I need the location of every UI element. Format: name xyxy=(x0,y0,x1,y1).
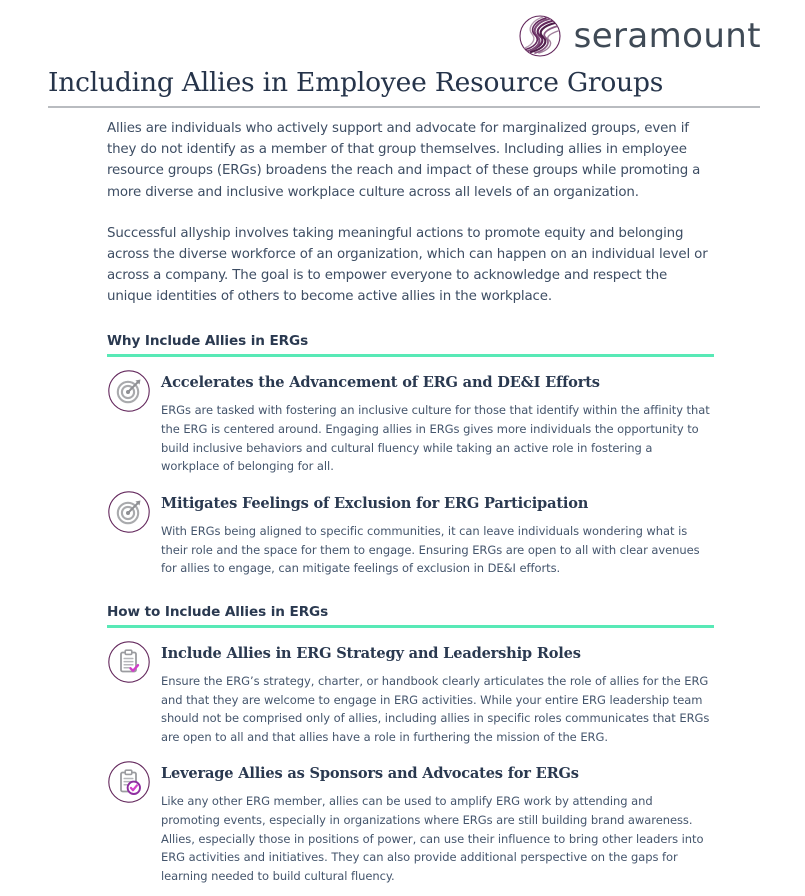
intro-paragraph-1: Allies are individuals who actively support and advocate for marginalized groups, even if they do not identify as a member of that group themselves. Including allies in employee resource groups (ERGs) broadens the reach and impact of these groups while promoting a more diverse and inclusive workplace culture across all levels of an organization. xyxy=(107,121,701,200)
section-accent-rule xyxy=(107,625,714,628)
section-accent-rule xyxy=(107,354,714,357)
intro-paragraph-2: Successful allyship involves taking meaningful actions to promote equity and belonging across the diverse workforce of an organization, which can happen on an individual level or across a company. The goal is to empower everyone to acknowledge and respect the unique identities of others to become active allies in the workplace. xyxy=(107,225,708,305)
section-heading: Why Include Allies in ERGs xyxy=(107,333,309,350)
item-title: Mitigates Feelings of Exclusion for ERG Participation xyxy=(161,494,589,512)
target-arrow-icon xyxy=(107,369,151,413)
item-text: With ERGs being aligned to specific communities, it can leave individuals wondering what is their role and the space for them to engage. Ensuring ERGs are open to all with clear avenues for allies to engage, can mitigate feelings of exclusion in DE&I efforts. xyxy=(161,523,700,576)
item-title: Leverage Allies as Sponsors and Advocates for ERGs xyxy=(161,765,579,783)
section-why-include-allies xyxy=(107,333,714,577)
document-body xyxy=(107,118,714,896)
item-text: ERGs are tasked with fostering an inclusive culture for those that identify within the affinity that the ERG is centered around. Engaging allies in ERGs gives more individuals the opportunity to build inclusive behaviors and cultural fluency while taking an active role in fostering a workplace of belonging for all. xyxy=(161,403,710,474)
item-title: Accelerates the Advancement of ERG and DE&I Efforts xyxy=(161,374,600,392)
title-block xyxy=(48,68,760,108)
list-item xyxy=(107,494,714,578)
page-title: Including Allies in Employee Resource Groups xyxy=(48,67,664,98)
brand-wordmark: seramount xyxy=(573,16,761,56)
list-item xyxy=(107,644,714,747)
list-item xyxy=(107,373,714,476)
seramount-swirl-logo-icon xyxy=(518,14,562,58)
title-divider xyxy=(48,106,760,108)
brand-logo xyxy=(518,14,761,58)
target-arrow-icon xyxy=(107,490,151,534)
item-text: Like any other ERG member, allies can be used to amplify ERG work by attending and promoting events, especially in organizations where ERGs are still building brand awareness. Allies, especially those in positions of power, can use their influence to bring other leaders into ERG activities and initiatives. They can also provide additional perspective on the gaps for learning needed to build cultural fluency. xyxy=(161,794,704,883)
section-heading: How to Include Allies in ERGs xyxy=(107,603,329,620)
clipboard-check-circle-icon xyxy=(107,760,151,804)
item-text: Ensure the ERG’s strategy, charter, or handbook clearly articulates the role of allies for the ERG and that they are welcome to engage in ERG activities. While your entire ERG leadership team should not be comprised only of allies, including allies in specific roles communicates that ERGs are open to all and that allies have a role in furthering the mission of the ERG. xyxy=(161,673,710,744)
clipboard-check-icon xyxy=(107,640,151,684)
item-title: Include Allies in ERG Strategy and Leadership Roles xyxy=(161,644,581,662)
section-how-to-include-allies xyxy=(107,604,714,886)
list-item xyxy=(107,764,714,885)
